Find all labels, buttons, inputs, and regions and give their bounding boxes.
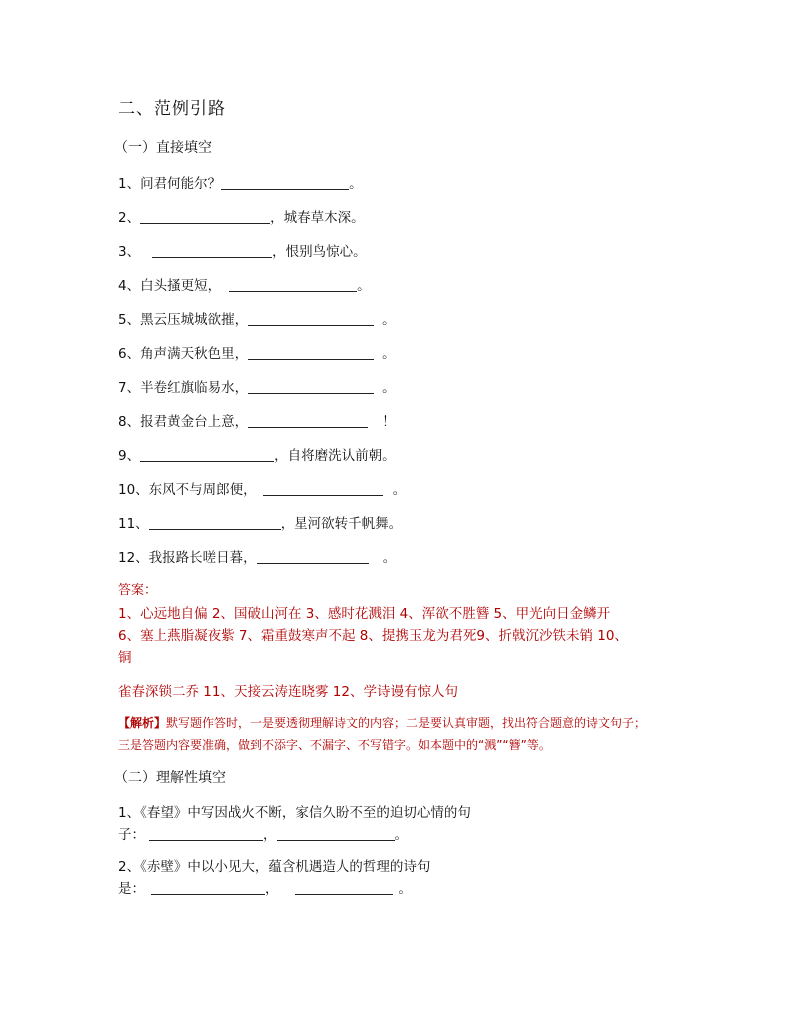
question-text: 11、 xyxy=(118,516,149,532)
answers-label: 答案： xyxy=(118,583,158,598)
question-end: 。 xyxy=(394,827,408,843)
answer-blank xyxy=(263,481,383,496)
question-text: 3、 xyxy=(118,244,141,260)
part2-question-1-line-1: 1、《春望》中写因战火不断，家信久盼不至的迫切心情的句 xyxy=(118,805,471,821)
question-text: 是： xyxy=(118,881,145,897)
question-end: 。 xyxy=(349,176,363,192)
answer-blank xyxy=(151,880,265,895)
question-text: 7、半卷红旗临易水， xyxy=(118,380,249,396)
question-2 xyxy=(118,206,365,226)
question-end: 。 xyxy=(382,550,397,566)
separator: ， xyxy=(265,881,279,897)
answer-blank xyxy=(277,826,395,841)
question-9 xyxy=(118,444,396,464)
question-end: 。 xyxy=(382,312,396,328)
question-end: 。 xyxy=(392,482,407,498)
question-end: ，城春草木深。 xyxy=(270,210,365,226)
part2-question-1-line-2 xyxy=(118,823,408,843)
question-4 xyxy=(118,274,371,294)
question-8 xyxy=(118,410,396,430)
question-text: 子： xyxy=(118,827,145,843)
question-10 xyxy=(118,478,406,498)
question-text: 6、角声满天秋色里， xyxy=(118,346,249,362)
answers-line-1: 1、心远地自偏 2、国破山河在 3、感时花溅泪 4、浑欲不胜簪 5、甲光向日金鳞开 xyxy=(118,606,611,622)
answer-blank xyxy=(140,209,270,224)
part2-title: （二）理解性填空 xyxy=(114,770,226,786)
part2-question-2-line-1: 2、《赤壁》中以小见大，蕴含机遇造人的哲理的诗句 xyxy=(118,859,431,875)
section-title: 二、范例引路 xyxy=(118,99,226,119)
question-text: 1、问君何能尔？ xyxy=(118,176,222,192)
question-7 xyxy=(118,376,396,396)
question-1 xyxy=(118,172,363,192)
answer-blank xyxy=(295,880,393,895)
question-text: 5、黑云压城城欲摧， xyxy=(118,312,249,328)
separator: ， xyxy=(263,827,277,843)
part2-question-2-line-2 xyxy=(118,877,412,897)
analysis-line-1 xyxy=(118,714,646,731)
answer-blank xyxy=(149,515,281,530)
question-6 xyxy=(118,342,396,362)
question-text: 4、白头搔更短， xyxy=(118,278,222,294)
answer-blank xyxy=(229,277,357,292)
answers-line-3: 铜 xyxy=(118,650,132,666)
question-text: 8、报君黄金台上意， xyxy=(118,414,249,430)
question-end: 。 xyxy=(398,881,412,897)
question-12 xyxy=(118,546,396,566)
question-5 xyxy=(118,308,396,328)
answer-blank xyxy=(149,826,263,841)
answer-blank xyxy=(248,345,374,360)
answer-blank xyxy=(140,447,274,462)
answer-blank xyxy=(248,379,374,394)
question-end: ，恨别鸟惊心。 xyxy=(272,244,367,260)
analysis-tag: 【解析】 xyxy=(118,716,167,730)
answer-blank xyxy=(248,311,374,326)
question-3 xyxy=(118,240,367,260)
analysis-text: 默写题作答时，一是要透彻理解诗文的内容；二是要认真审题，找出符合题意的诗文句子； xyxy=(166,716,647,730)
answer-blank xyxy=(221,175,349,190)
question-text: 2、 xyxy=(118,210,141,226)
question-text: 9、 xyxy=(118,448,141,464)
answer-blank xyxy=(257,549,369,564)
question-text: 10、东风不与周郎便， xyxy=(118,482,257,498)
analysis-line-2: 三是答题内容要准确，做到不添字、不漏字、不写错字。如本题中的“溅”“簪”等。 xyxy=(118,738,551,752)
question-11 xyxy=(118,512,402,532)
question-text: 12、我报路长嗟日暮， xyxy=(118,550,257,566)
answers-line-4: 雀春深锁二乔 11、天接云涛连晓雾 12、学诗谩有惊人句 xyxy=(118,684,458,700)
question-end: 。 xyxy=(382,380,396,396)
question-end: 。 xyxy=(382,346,396,362)
question-end: ！ xyxy=(382,414,396,430)
answers-line-2: 6、塞上燕脂凝夜紫 7、霜重鼓寒声不起 8、提携玉龙为君死9、折戟沉沙铁未销 10、 xyxy=(118,628,628,644)
question-end: ，自将磨洗认前朝。 xyxy=(274,448,396,464)
question-end: ，星河欲转千帆舞。 xyxy=(280,516,403,532)
answer-blank xyxy=(152,243,272,258)
answer-blank xyxy=(248,413,368,428)
question-end: 。 xyxy=(357,278,371,294)
part1-title: （一）直接填空 xyxy=(114,140,212,156)
